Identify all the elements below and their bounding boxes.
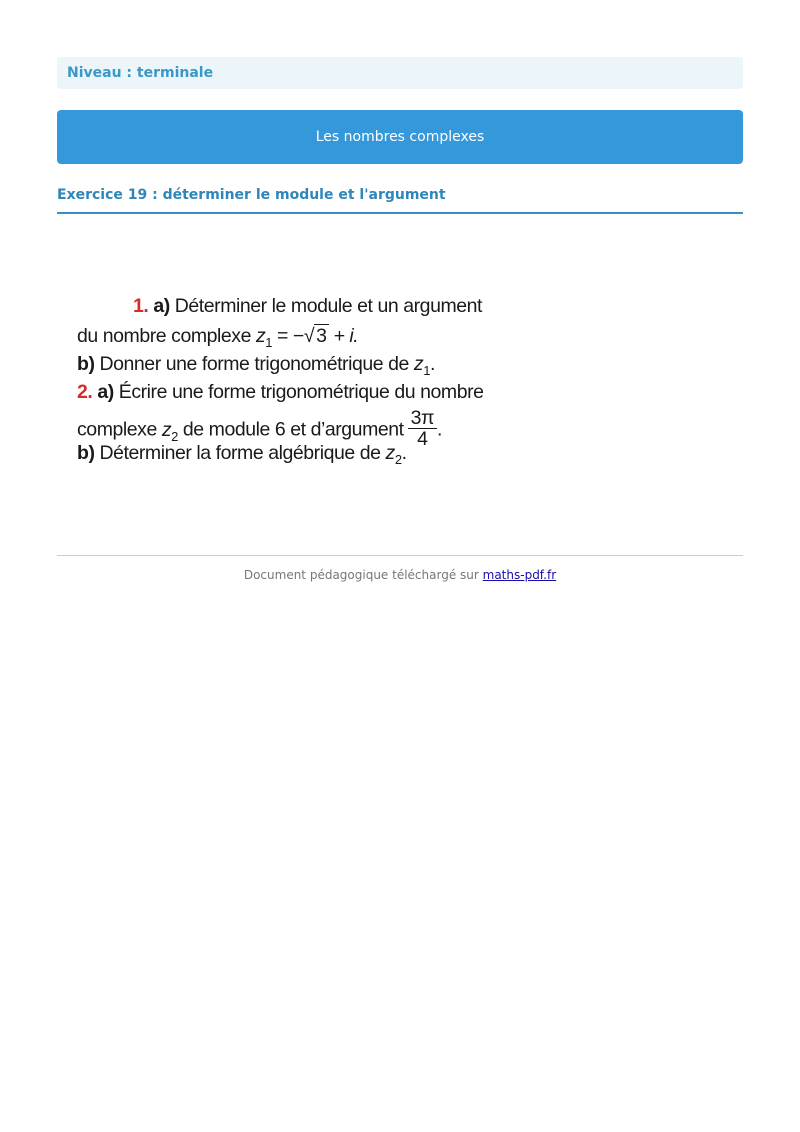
chapter-banner: Les nombres complexes	[57, 110, 743, 164]
question-2b-text: Déterminer la forme algébrique de	[99, 442, 381, 464]
equals-minus: = −	[272, 325, 304, 347]
question-2a-text: Écrire une forme trigonométrique du nombre	[118, 381, 484, 403]
question-2-number: 2.	[77, 381, 93, 403]
question-1b-text: Donner une forme trigonométrique de	[99, 353, 409, 375]
question-2b-line: b) Déterminer la forme algébrique de $z_2$.	[77, 442, 407, 467]
z2-variable: $z_2$	[161, 418, 178, 444]
question-2a-letter: a)	[97, 381, 114, 403]
question-1a-line-2	[77, 322, 358, 350]
z1-variable: $z_1$	[255, 325, 273, 350]
question-1a-line-1	[133, 292, 482, 320]
question-2b-letter: b)	[77, 442, 95, 464]
question-2a-line-2: complexe $z_2$ de module 6 et d’argument $\frac{3\pi}{4}$ .	[77, 407, 442, 450]
footer-text: Document pédagogique téléchargé sur	[243, 568, 483, 582]
question-1a-text-2: du nombre complexe	[77, 325, 251, 347]
plus-i: + i.	[328, 325, 359, 347]
footer-link[interactable]: maths-pdf.fr	[482, 568, 557, 582]
z2-variable-b: $z_2$	[385, 442, 402, 467]
question-1b-letter: b)	[77, 353, 95, 375]
footer-divider	[57, 555, 743, 556]
exercise-title: Exercice 19 : déterminer le module et l'argument	[57, 184, 743, 214]
question-1a-text: Déterminer le module et un argument	[174, 295, 483, 317]
square-root: √ 3	[303, 325, 327, 347]
z1-variable-b: $z_1$	[413, 353, 430, 378]
level-label: Niveau : terminale	[57, 57, 743, 89]
footer	[57, 568, 743, 582]
question-1-number: 1.	[133, 295, 149, 317]
question-1a-letter: a)	[153, 295, 170, 317]
question-2a-line-1	[77, 378, 484, 406]
question-1b-line: b) Donner une forme trigonométrique de $z_1$.	[77, 353, 435, 378]
three-pi-over-four: $\frac{3\pi}{4}$	[408, 408, 437, 449]
